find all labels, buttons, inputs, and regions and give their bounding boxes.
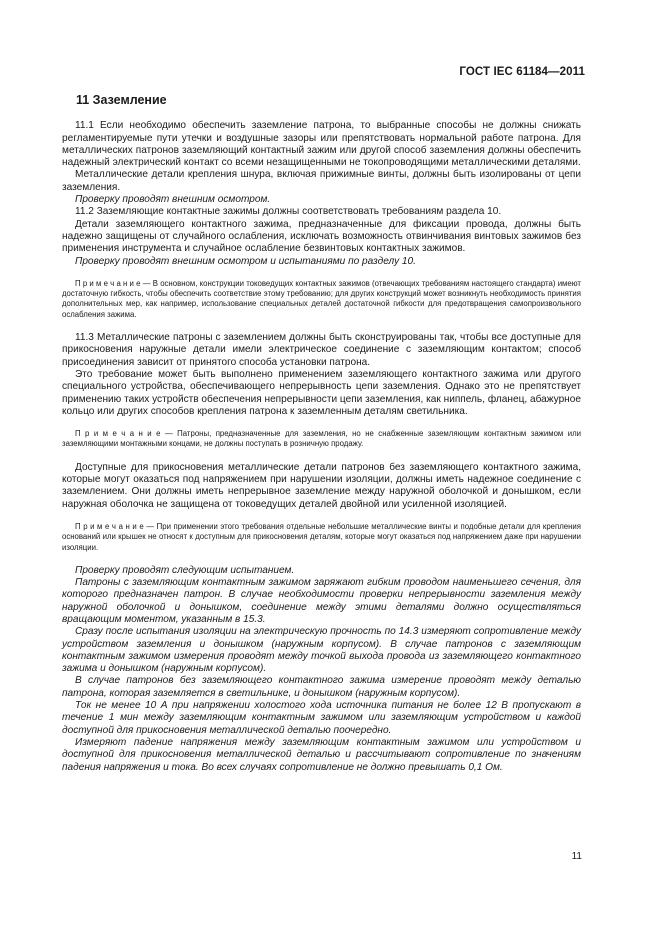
test-paragraph-5: Измеряют падение напряжения между заземляющим контактным зажимом или устройством и доступной для прикосновения металлической деталью и рассчитывают сопротивление по значениям падения напряжения и тока. Во всех случаях сопротивление не должно превышать 0,1 Ом.	[62, 736, 581, 773]
test-paragraph-2: Сразу после испытания изоляции на электрическую прочность по 14.3 измеряют сопротивление между устройством заземления и донышком (наружным корпусом). В случае патронов с заземляющим контактным зажимом измерения проводят между точкой выхода провода из заземляющего контактного зажима и донышком (наружным корпусом).	[62, 626, 581, 675]
test-paragraph-1: Патроны с заземляющим контактным зажимом заряжают гибким проводом наименьшего сечения, для которого предназначен патрон. В случае необходимости проверки непрерывности заземления между наружной оболочкой и донышком, соединение между этими деталями должно осуществляться вращающим моментом, указанным в 15.3.	[62, 577, 581, 625]
note-2	[62, 429, 581, 450]
check-paragraph-2: Проверку проводят внешним осмотром и испытаниями по разделу 10.	[75, 255, 416, 267]
paragraph-11-1: 11.1 Если необходимо обеспечить заземление патрона, то выбранные способы не должны снижать регламентируемые пути утечки и воздушные зазоры или препятствовать нормальной работе патрона. Для металлических патронов заземляющий контактный зажим или другой способ заземления должны обеспечить надежный электрический контакт со всеми незащищенными не токопроводящими металлическими деталями.	[62, 120, 581, 169]
paragraph-cord-fixing: Металлические детали крепления шнура, включая прижимные винты, должны быть изолированы от цепи заземления.	[62, 169, 581, 193]
section-title: 11 Заземление	[76, 93, 167, 107]
check-paragraph-3: Проверку проводят следующим испытанием.	[75, 564, 295, 576]
note-label: П р и м е ч а н и е	[75, 429, 161, 439]
note-label: П р и м е ч а н и е	[75, 521, 144, 531]
test-paragraph-3: В случае патронов без заземляющего контактного зажима измерение проводят между деталью патрона, которая заземляется в светильнике, и донышком (наружным корпусом).	[62, 675, 581, 699]
test-paragraph-4: Ток не менее 10 А при напряжении холостого хода источника питания не более 12 В пропускают в течение 1 мин между заземляющим контактным зажимом или заземляющим устройством и каждой доступной для прикосновения металлической деталью поочередно.	[62, 700, 581, 736]
note-text: — Патроны, предназначенные для заземления, но не снабженные заземляющим контактным зажимом или заземляющими монтажными концами, не должны поступать в розничную продажу.	[62, 429, 581, 449]
note-text: — В основном, конструкции токоведущих контактных зажимов (отвечающих требованиям настоящего стандарта) имеют достаточную гибкость, чтобы обеспечить соответствие этому требованию; для других конструкций может возникнуть необходимость принятия дополнительных мер, как например, использование специальных деталей достаточной гибкости для предотвращения самопроизвольного ослабления зажима.	[62, 278, 581, 319]
standard-header: ГОСТ IEC 61184—2011	[459, 66, 585, 78]
note-1	[62, 279, 581, 320]
page-number: 11	[571, 851, 582, 862]
page-content	[62, 94, 581, 774]
paragraph-terminal-parts: Детали заземляющего контактного зажима, предназначенные для фиксации провода, должны быть надежно защищены от случайного ослабления, исключать возможность отвинчивания винтовых зажимов без применения инструмента и случайное ослабление безвинтовых контактных зажимов.	[62, 218, 581, 255]
paragraph-11-2: 11.2 Заземляющие контактные зажимы должны соответствовать требованиям раздела 10.	[75, 206, 502, 218]
note-3	[62, 522, 581, 553]
paragraph-requirement: Это требование может быть выполнено применением заземляющего контактного зажима или другого специального устройства, обеспечивающего непрерывность цепи заземления. Однако это не препятствует применению таких устройств обеспечения непрерывности цепи заземления, как ниппель, фланец, абажурное кольцо или других способов крепления патрона к заземленным деталям светильника.	[62, 368, 581, 417]
paragraph-11-3: 11.3 Металлические патроны с заземлением должны быть сконструированы так, чтобы все доступные для прикосновения наружные детали имели электрическое соединение с заземляющим контактом; способ присоединения зависит от принятого способа установки патрона.	[62, 332, 581, 368]
note-label: П р и м е ч а н и е	[75, 278, 141, 288]
paragraph-accessible-parts: Доступные для прикосновения металлические детали патронов без заземляющего контактного зажима, которые могут оказаться под напряжением при нарушении изоляции, должны иметь надежное соединение с заземлением. Они должны иметь непрерывное заземление между наружной оболочкой и донышком, если наружная оболочка не защищена от токоведущих деталей двойной или усиленной изоляцией.	[62, 461, 581, 510]
note-text: — При применении этого требования отдельные небольшие металлические винты и подобные детали для крепления оснований или крышек не относят к доступным для прикосновения деталям, которые могут оказаться под напряжением даже при нарушении изоляции.	[62, 521, 581, 552]
check-paragraph-1: Проверку проводят внешним осмотром.	[75, 194, 271, 206]
